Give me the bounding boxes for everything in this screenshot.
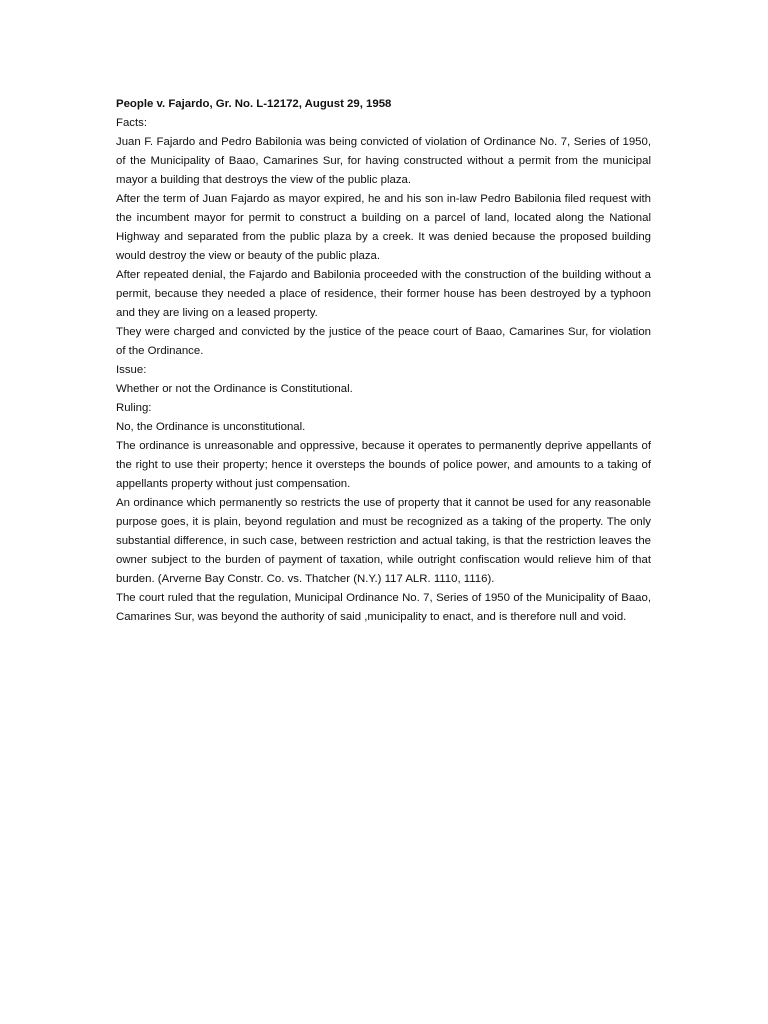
ruling-paragraph: An ordinance which permanently so restricts the use of property that it cannot be used for any reasonable purpose goes, it is plain, beyond regulation and must be recognized as a taking of the property. The only substantial difference, in such case, between restriction and actual taking, is that the restriction leaves the owner subject to the burden of payment of taxation, while outright confiscation would relieve him of that burden. (Arverne Bay Constr. Co. vs. Thatcher (N.Y.) 117 ALR. 1110, 1116).: [116, 497, 651, 585]
issue-heading: Issue:: [116, 364, 147, 376]
facts-paragraph: Juan F. Fajardo and Pedro Babilonia was being convicted of violation of Ordinance No. 7, Series of 1950, of the Municipality of Baao, Camarines Sur, for having constructed without a permit from the municipal mayor a building that destroys the view of the public plaza.: [116, 136, 651, 186]
document-page: [116, 95, 651, 627]
issue-paragraph: Whether or not the Ordinance is Constitutional.: [116, 383, 353, 395]
facts-paragraph: After the term of Juan Fajardo as mayor expired, he and his son in-law Pedro Babilonia filed request with the incumbent mayor for permit to construct a building on a parcel of land, located along the National Highway and separated from the public plaza by a creek. It was denied because the proposed building would destroy the view or beauty of the public plaza.: [116, 193, 651, 262]
facts-paragraph: They were charged and convicted by the justice of the peace court of Baao, Camarines Sur, for violation of the Ordinance.: [116, 326, 651, 357]
facts-heading: Facts:: [116, 117, 148, 129]
ruling-paragraph: No, the Ordinance is unconstitutional.: [116, 421, 306, 433]
ruling-paragraph: The ordinance is unreasonable and oppressive, because it operates to permanently deprive appellants of the right to use their property; hence it oversteps the bounds of police power, and amounts to a taking of appellants property without just compensation.: [116, 440, 651, 490]
ruling-heading: Ruling:: [116, 402, 152, 414]
ruling-paragraph: The court ruled that the regulation, Municipal Ordinance No. 7, Series of 1950 of the Municipality of Baao, Camarines Sur, was beyond the authority of said ,municipality to enact, and is therefore null and void.: [116, 592, 651, 623]
facts-paragraph: After repeated denial, the Fajardo and Babilonia proceeded with the construction of the building without a permit, because they needed a place of residence, their former house has been destroyed by a typhoon and they are living on a leased property.: [116, 269, 651, 319]
case-title: People v. Fajardo, Gr. No. L-12172, August 29, 1958: [116, 98, 392, 110]
